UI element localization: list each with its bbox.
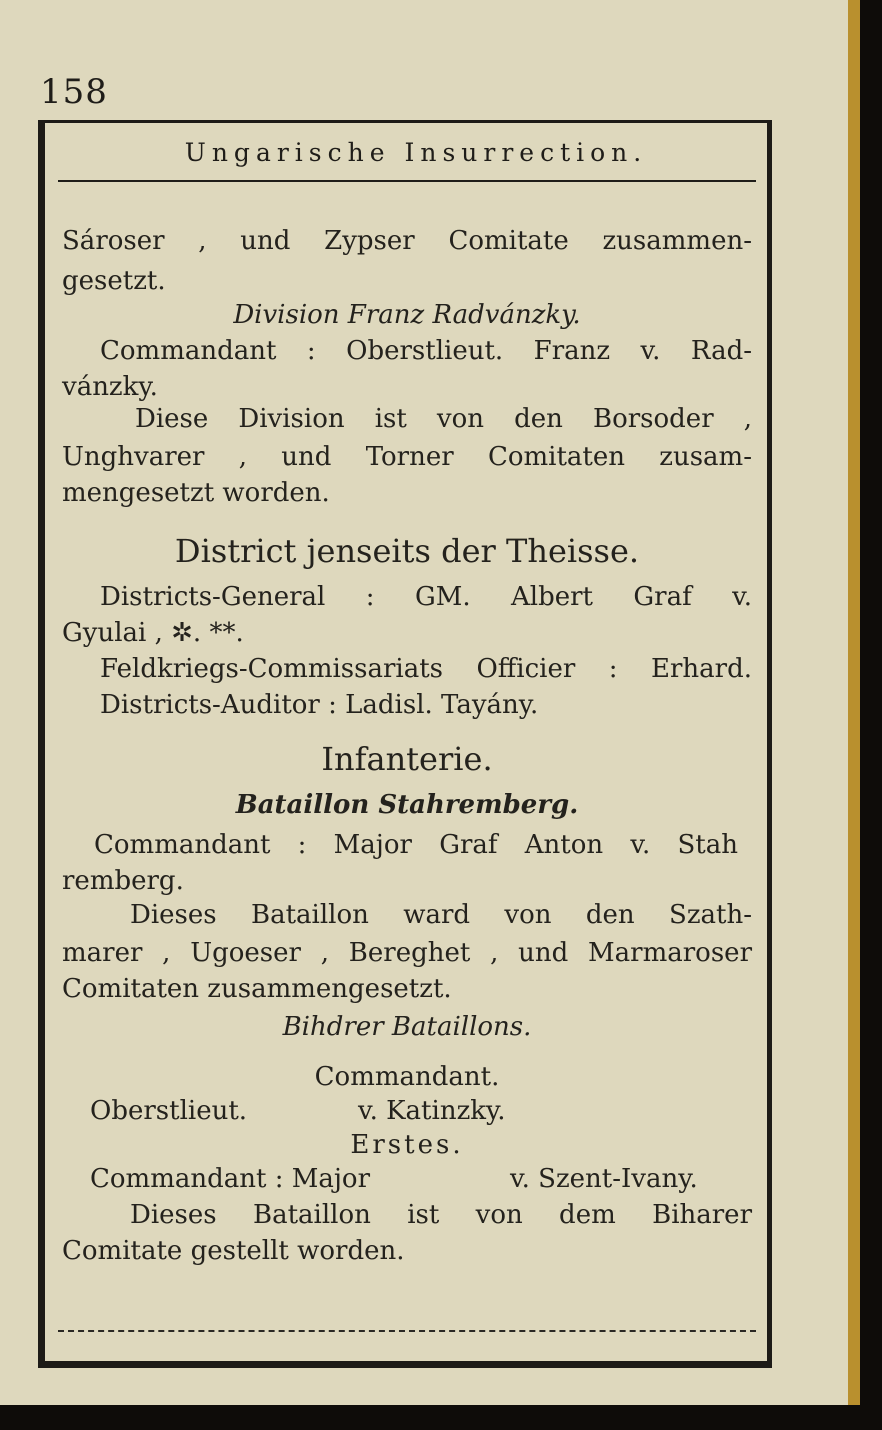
text-line: marer , Ugoeser , Bereghet , und Marmaroser [62,938,752,968]
text-line: Unghvarer , und Torner Comitaten zusam- [62,442,752,472]
text-line: Feldkriegs-Commissariats Officier : Erhard. [100,654,752,684]
section-heading: Infanterie. [321,740,493,778]
text-line: Gyulai , ✲. **. [62,618,244,648]
section-heading: District jenseits der Theisse. [174,532,640,570]
text-line: Commandant : Oberstlieut. Franz v. Rad- [100,336,752,366]
text-line: Districts-General : GM. Albert Graf v. [100,582,752,612]
text-line: Oberstlieut. [90,1096,248,1126]
page-edge [848,0,860,1430]
footer-rule [58,1330,756,1332]
text-line: Districts-Auditor : Ladisl. Tayány. [100,690,539,720]
text-line: Comitaten zusammengesetzt. [62,974,452,1004]
header-rule [58,180,756,182]
page-number: 158 [40,72,108,112]
text-line: gesetzt. [62,266,166,296]
text-line: Commandant. [314,1062,500,1092]
running-header: Ungarische Insurrection. [184,138,648,167]
division-heading: Division Franz Radvánzky. [233,300,581,330]
text-line: vánzky. [62,372,158,402]
text-line: v. Katinzky. [358,1096,506,1126]
battalion-heading: Bihdrer Bataillons. [282,1012,532,1042]
text-line: Sároser , und Zypser Comitate zusammen- [62,226,752,256]
text-line: Commandant : Major [90,1164,370,1194]
battalion-heading: Bataillon Stahremberg. [235,790,579,820]
text-line: Dieses Bataillon ist von dem Biharer [130,1200,752,1230]
text-line: Dieses Bataillon ward von den Szath- [130,900,752,930]
text-line: Comitate gestellt worden. [62,1236,405,1266]
subheading: Erstes. [350,1130,464,1160]
text-line: v. Szent-Ivany. [510,1164,698,1194]
scan-border [0,1405,882,1430]
text-line: mengesetzt worden. [62,478,330,508]
text-line: Diese Division ist von den Borsoder , [135,404,752,434]
text-line: Commandant : Major Graf Anton v. Stah [94,830,738,860]
text-line: remberg. [62,866,184,896]
